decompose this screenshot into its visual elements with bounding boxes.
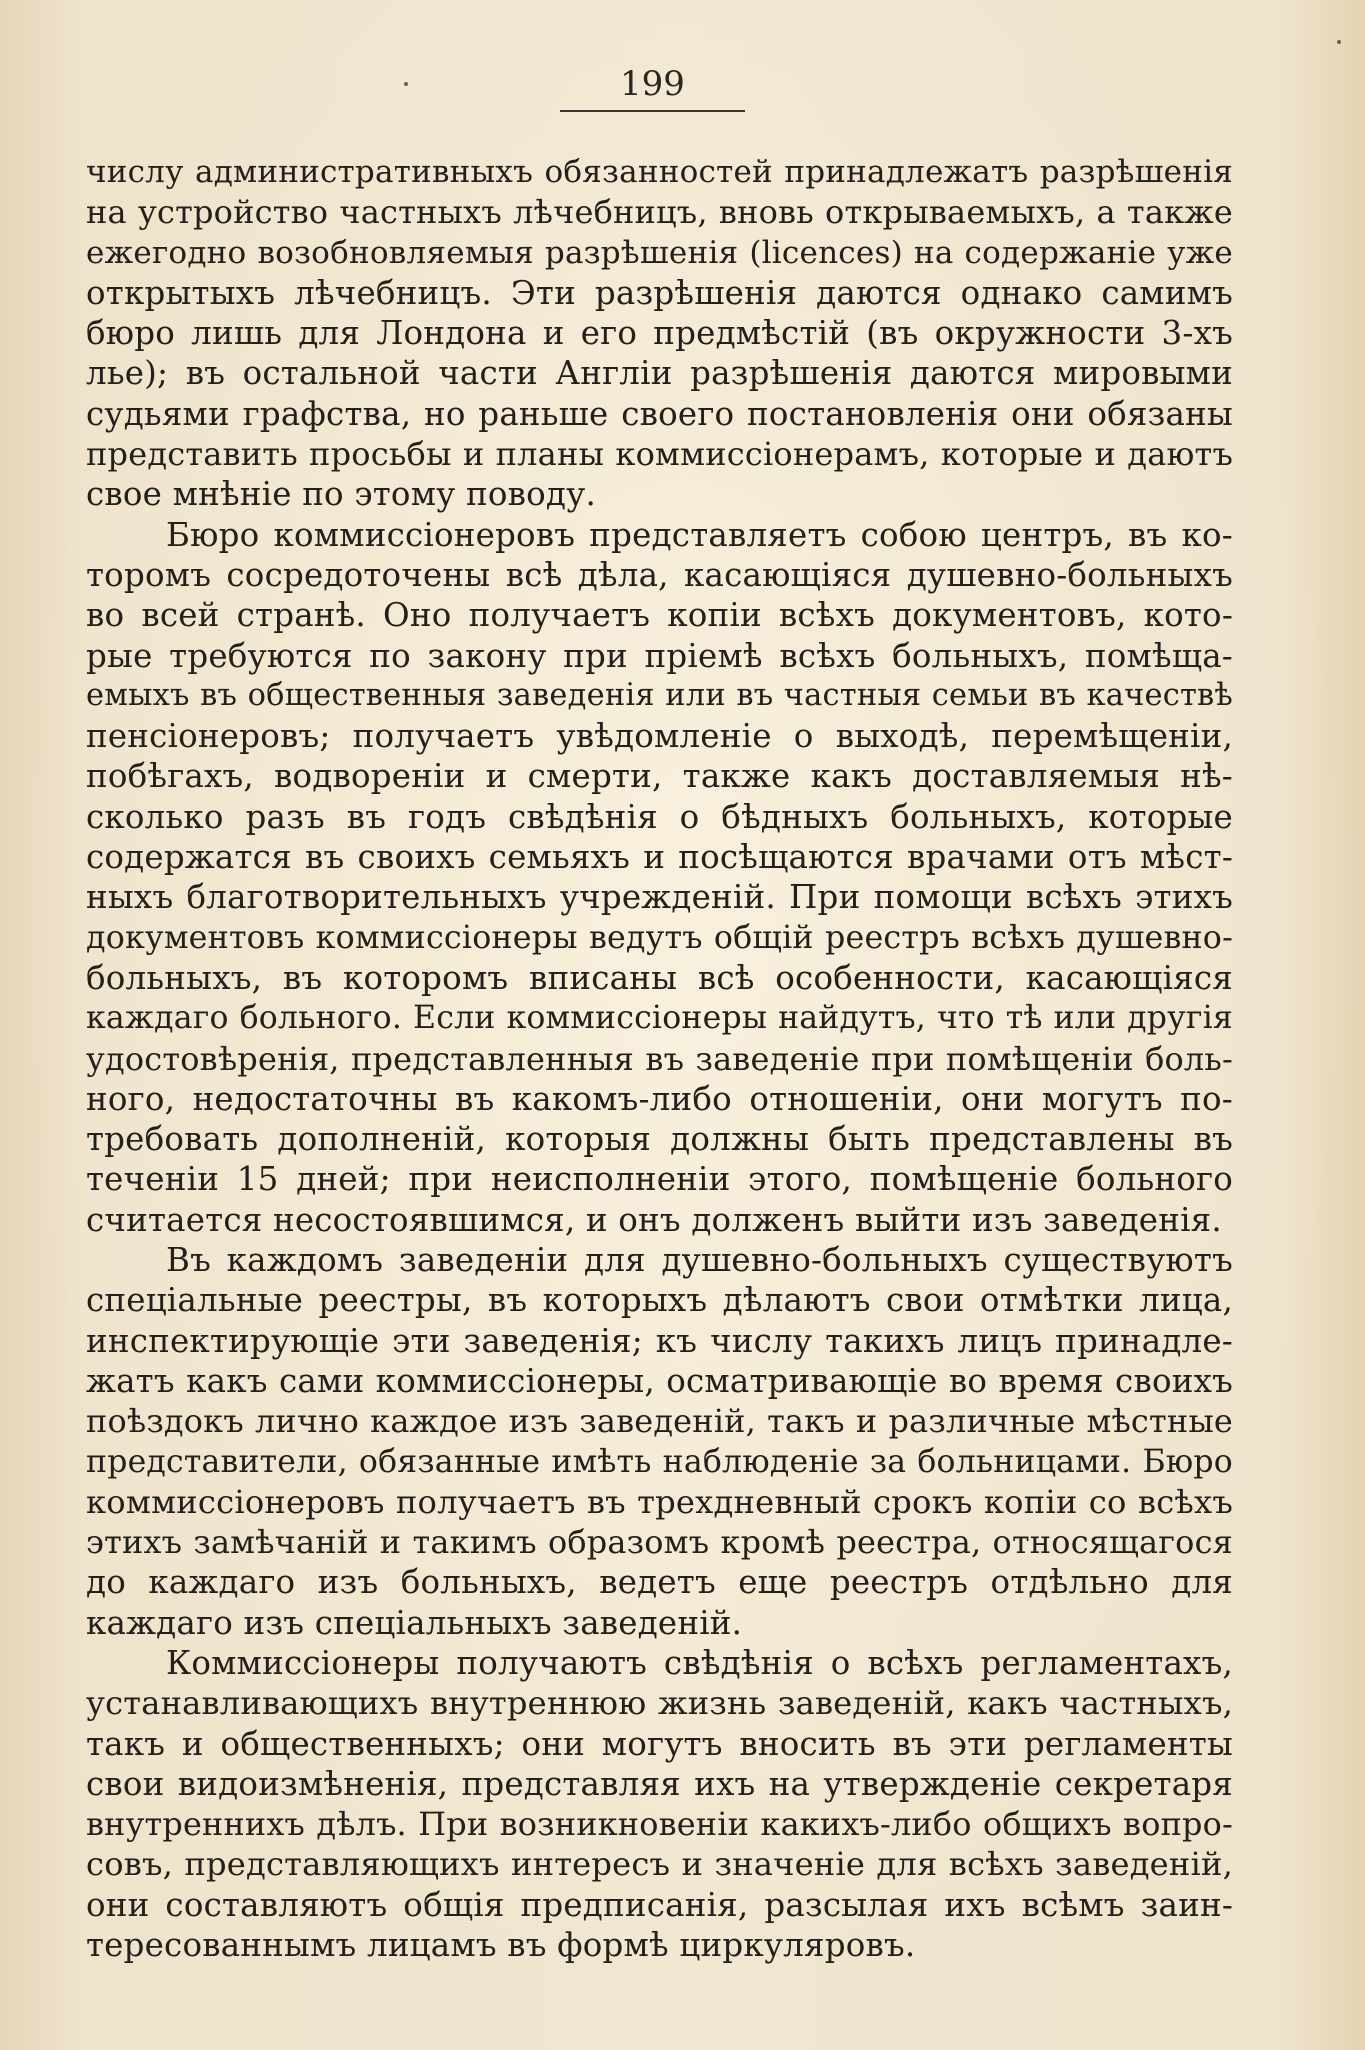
text-line: лье); въ остальной части Англіи разрѣшенія даются мировыми	[86, 354, 1233, 393]
text-line: считается несостоявшимся, и онъ долженъ выйти изъ заведенія.	[86, 1200, 1222, 1239]
text-line: теченіи 15 дней; при неисполненіи этого, помѣщеніе больного	[86, 1160, 1233, 1199]
text-line: тересованнымъ лицамъ въ формѣ циркуляровъ.	[86, 1926, 916, 1965]
text-line: на устройство частныхъ лѣчебницъ, вновь открываемыхъ, а также	[86, 193, 1233, 232]
text-line: спеціальные реестры, въ которыхъ дѣлаютъ свои отмѣтки лица,	[86, 1281, 1233, 1320]
paragraph-1	[86, 152, 1233, 515]
text-line: документовъ коммиссіонеры ведутъ общій реестръ всѣхъ душевно-	[86, 919, 1233, 956]
text-line: числу административныхъ обязанностей принадлежатъ разрѣшенія	[86, 154, 1233, 190]
text-line: содержатся въ своихъ семьяхъ и посѣщаются врачами отъ мѣст-	[86, 838, 1233, 877]
text-line: этихъ замѣчаній и такимъ образомъ кромѣ реестра, относящагося	[86, 1523, 1233, 1562]
text-line: ного, недостаточны въ какомъ-либо отношеніи, они могутъ по-	[86, 1079, 1233, 1118]
text-line: бюро лишь для Лондона и его предмѣстій (въ окружности 3-хъ	[86, 314, 1233, 353]
text-line: ежегодно возобновляемыя разрѣшенія (licences) на содержаніе уже	[86, 234, 1233, 271]
text-line: свои видоизмѣненія, представляя ихъ на утвержденіе секретаря	[86, 1764, 1233, 1803]
text-line: до каждаго изъ больныхъ, ведетъ еще реестръ отдѣльно для	[86, 1563, 1233, 1602]
text-line: свое мнѣніе по этому поводу.	[86, 475, 596, 514]
text-line: требовать дополненій, которыя должны быть представлены въ	[86, 1120, 1233, 1159]
text-line: представители, обязанные имѣть наблюденіе за больницами. Бюро	[86, 1443, 1233, 1480]
text-line: поѣздокъ лично каждое изъ заведеній, такъ и различные мѣстные	[86, 1402, 1233, 1441]
text-line: емыхъ въ общественныя заведенія или въ частныя семьи въ качествѣ	[86, 677, 1233, 713]
text-line: коммиссіонеровъ получаетъ въ трехдневный срокъ копіи со всѣхъ	[86, 1482, 1233, 1521]
text-line: Бюро коммиссіонеровъ представляетъ собою центръ, въ ко-	[166, 515, 1233, 554]
text-line: жатъ какъ сами коммиссіонеры, осматривающіе во время своихъ	[86, 1361, 1233, 1400]
text-line: устанавливающихъ внутреннюю жизнь заведеній, какъ частныхъ,	[86, 1684, 1233, 1723]
text-line: такъ и общественныхъ; они могутъ вносить въ эти регламенты	[86, 1724, 1233, 1763]
text-line: инспектирующіе эти заведенія; къ числу такихъ лицъ принадле-	[86, 1321, 1233, 1360]
print-speck	[404, 82, 408, 86]
paragraph-2	[86, 515, 1233, 1240]
text-line: каждаго изъ спеціальныхъ заведеній.	[86, 1603, 743, 1642]
text-line: побѣгахъ, водвореніи и смерти, также какъ доставляемыя нѣ-	[86, 757, 1233, 796]
text-line: во всей странѣ. Оно получаетъ копіи всѣхъ документовъ, кото-	[86, 596, 1233, 635]
text-line: они составляютъ общія предписанія, разсылая ихъ всѣмъ заин-	[86, 1885, 1233, 1924]
text-line: судьями графства, но раньше своего постановленія они обязаны	[86, 394, 1233, 433]
text-line: Коммиссіонеры получаютъ свѣдѣнія о всѣхъ регламентахъ,	[166, 1643, 1233, 1682]
text-line: рые требуются по закону при пріемѣ всѣхъ больныхъ, помѣща-	[86, 636, 1233, 675]
text-line: пенсіонеровъ; получаетъ увѣдомленіе о выходѣ, перемѣщеніи,	[86, 717, 1233, 756]
text-line: удостовѣренія, представленныя въ заведеніе при помѣщеніи боль-	[86, 1039, 1233, 1078]
text-line: торомъ сосредоточены всѣ дѣла, касающіяся душевно-больныхъ	[86, 555, 1233, 594]
text-line: совъ, представляющихъ интересъ и значеніе для всѣхъ заведеній,	[86, 1845, 1233, 1884]
print-speck	[1337, 40, 1341, 44]
page-number: 199	[560, 64, 745, 112]
text-line: больныхъ, въ которомъ вписаны всѣ особенности, касающіяся	[86, 958, 1233, 997]
body-text	[86, 152, 1233, 1965]
text-line: Въ каждомъ заведеніи для душевно-больныхъ существуютъ	[166, 1241, 1233, 1280]
text-line: ныхъ благотворительныхъ учрежденій. При помощи всѣхъ этихъ	[86, 878, 1233, 917]
text-line: внутреннихъ дѣлъ. При возникновеніи какихъ-либо общихъ вопро-	[86, 1805, 1233, 1844]
paragraph-3	[86, 1240, 1233, 1643]
text-line: открытыхъ лѣчебницъ. Эти разрѣшенія даются однако самимъ	[86, 273, 1233, 312]
paragraph-4	[86, 1643, 1233, 1965]
text-line: каждаго больного. Если коммиссіонеры найдутъ, что тѣ или другія	[86, 1000, 1233, 1037]
text-line: сколько разъ въ годъ свѣдѣнія о бѣдныхъ больныхъ, которые	[86, 797, 1233, 836]
text-line: представить просьбы и планы коммиссіонерамъ, которые и даютъ	[86, 435, 1233, 474]
